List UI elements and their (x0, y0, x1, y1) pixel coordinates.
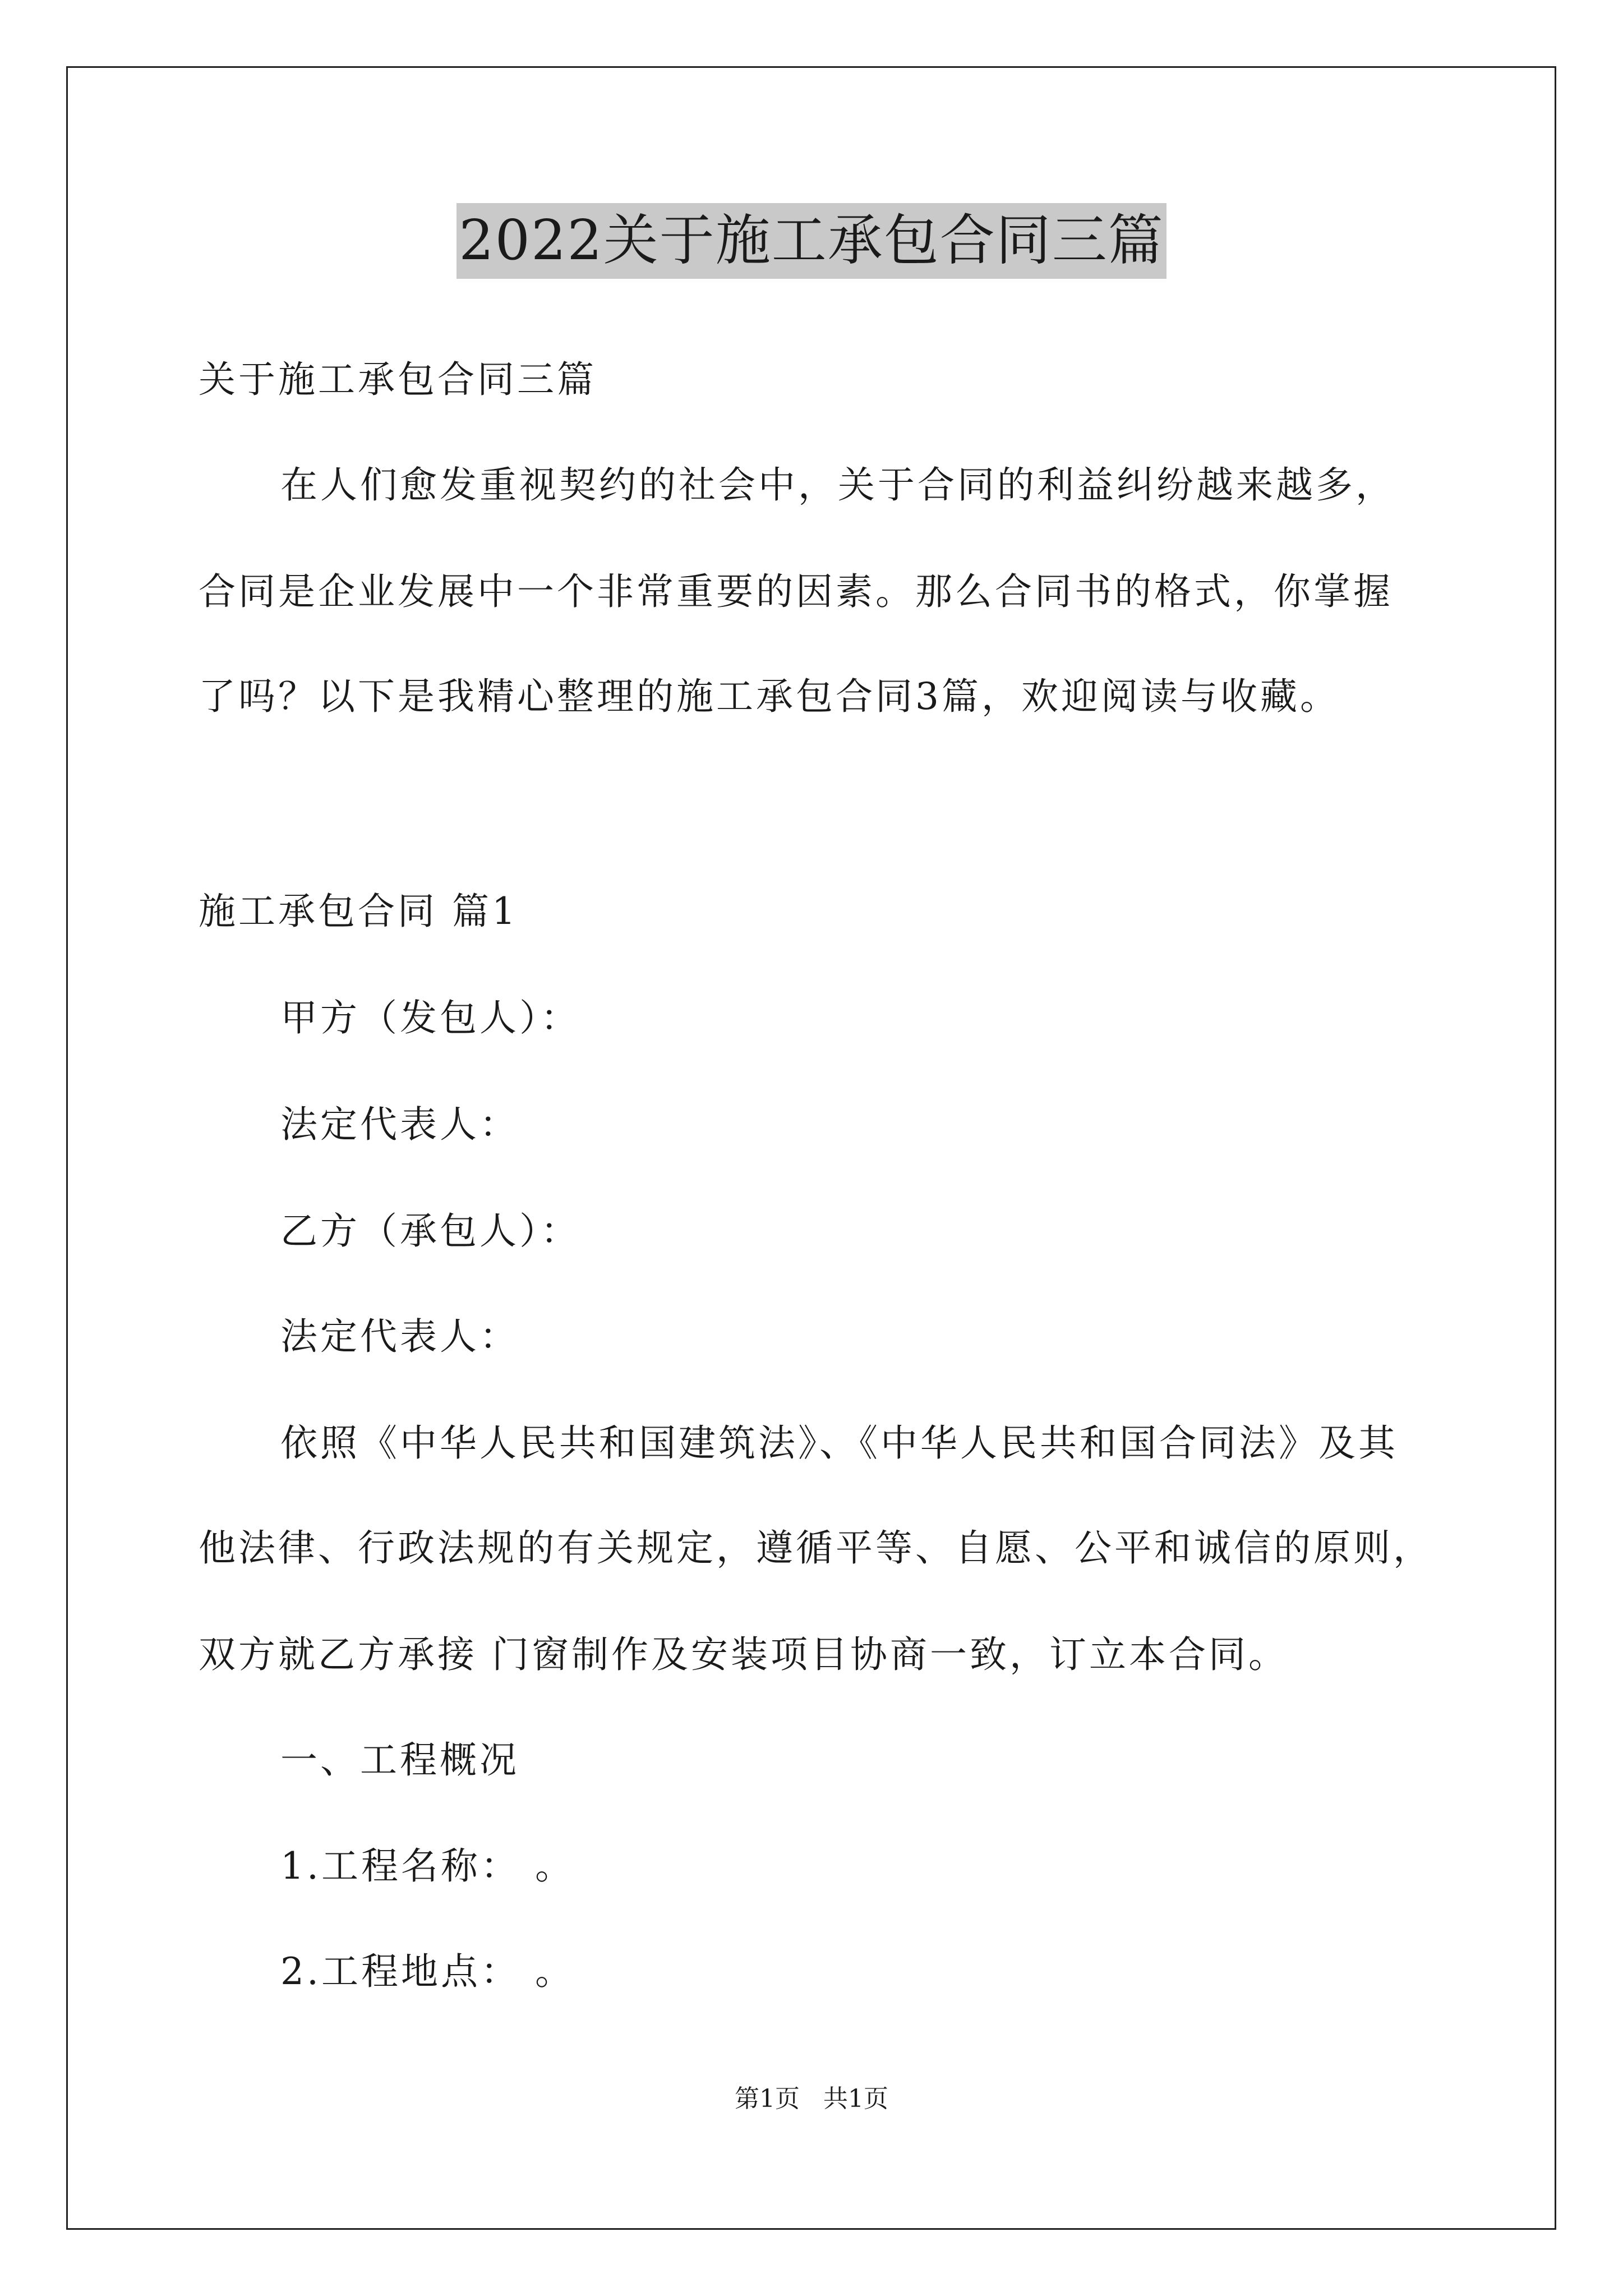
legal-representative-line: 法定代表人： (280, 1315, 519, 1358)
party-b-line: 乙方（承包人）： (280, 1209, 580, 1253)
project-name-line: 1.工程名称： 。 (280, 1844, 575, 1888)
intro-paragraph-line: 合同是企业发展中一个非常重要的因素。那么合同书的格式，你掌握 (199, 570, 1393, 613)
legal-basis-paragraph-line: 依照《中华人民共和国建筑法》、《中华人民共和国合同法》及其 (280, 1421, 1398, 1465)
project-location-line: 2.工程地点： 。 (280, 1950, 575, 1993)
subtitle: 关于施工承包合同三篇 (199, 358, 597, 401)
document-title: 2022关于施工承包合同三篇 (457, 203, 1166, 279)
legal-basis-paragraph-line: 双方就乙方承接 门窗制作及安装项目协商一致，订立本合同。 (199, 1633, 1288, 1676)
intro-paragraph-line: 了吗？以下是我精心整理的施工承包合同3篇，欢迎阅读与收藏。 (199, 675, 1340, 718)
party-a-line: 甲方（发包人）： (280, 996, 580, 1039)
section-heading: 施工承包合同 篇1 (199, 890, 518, 933)
page-number-footer: 第1页 共1页 (735, 2085, 888, 2113)
legal-representative-line: 法定代表人： (280, 1103, 519, 1146)
clause-heading: 一、工程概况 (280, 1738, 519, 1782)
legal-basis-paragraph-line: 他法律、行政法规的有关规定，遵循平等、自愿、公平和诚信的原则， (199, 1526, 1433, 1570)
title-container (0, 203, 1623, 279)
intro-paragraph-line: 在人们愈发重视契约的社会中，关于合同的利益纠纷越来越多， (280, 463, 1395, 507)
